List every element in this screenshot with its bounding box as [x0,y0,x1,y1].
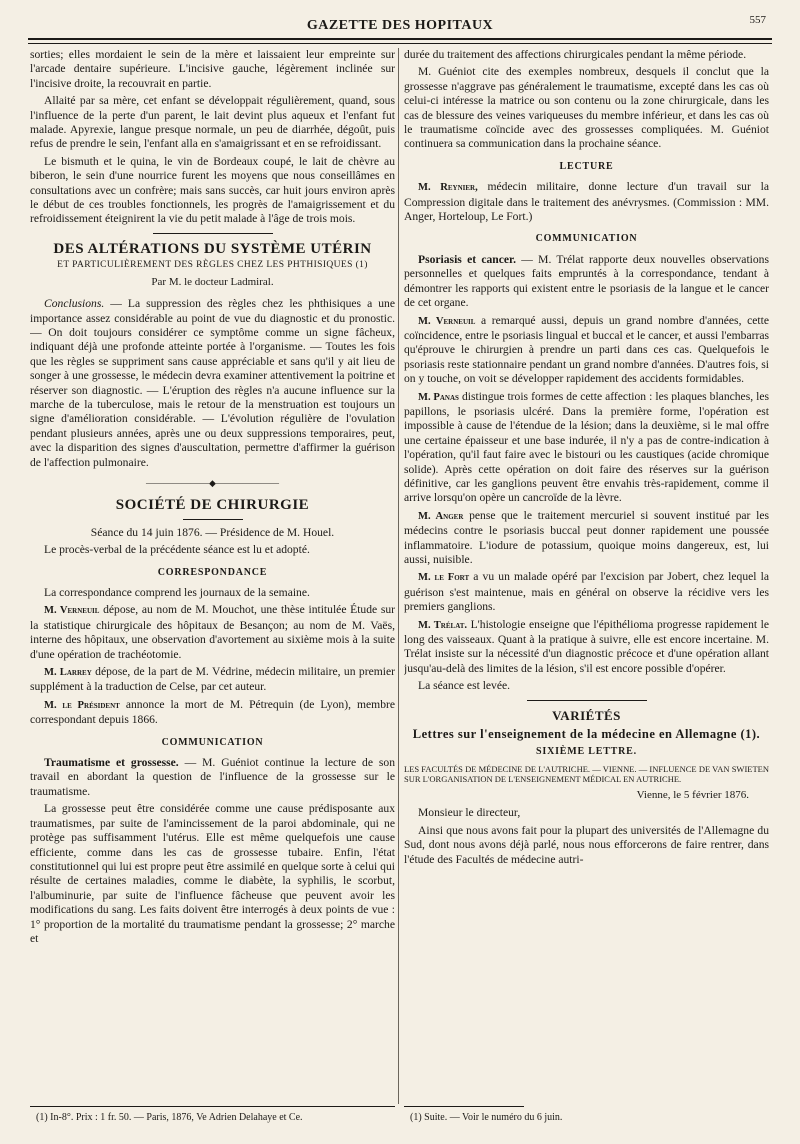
continued-paragraph: M. Guéniot cite des exemples nombreux, desquels il conclut que la grossesse n'aggrave pas généralement le traumatisme, excepté dans les cas où celui-ci intéresse la matrice ou son contenu ou la zone chirurgicale, dans les cas de blessure des veines variqueuses du membre inférieur, et dans les cas où le traumatisme coïncide avec des grossesses compliquées. M. Guéniot continuera sa communication dans la prochaine séance. [404,65,769,151]
speaker-name: M. Verneuil [418,315,476,327]
communication-paragraph: La grossesse peut être considérée comme une cause prédisposante aux traumatismes, par suite de l'amincissement de la paroi abdominale, qui ne protège pas suffisamment l'utérus. Elle est même quelquefois une cause efficiente, comme dans les cas de grossesse tubaire. Enfin, l'état constitutionnel qui lui est propre peut être assimilé en quelque sorte à celui qui résulte de certaines maladies, comme le diabète, la syphilis, le scorbut, l'albuminurie, par suite de l'influence fâcheuse que peuvent avoir les modifications du sang. Les faits doivent être interrogés à deux points de vue : 1° proportion de la mortalité du traumatisme pendant la grossesse; 2° marche et [30,802,395,945]
communication-heading: COMMUNICATION [535,233,638,245]
letter-paragraph: Ainsi que nous avons fait pour la plupart des universités de l'Allemagne du Sud, dont nous avons déjà parlé, nous nous efforcerons de faire rentrer, dans l'étude des Facultés de médecine autri- [404,823,769,866]
continued-paragraph: durée du traitement des affections chirurgicales pendant la même période. [404,48,747,61]
speaker-name: M. Reynier, [418,182,478,194]
correspondence-paragraph: La correspondance comprend les journaux de la semaine. [44,586,310,599]
letters-title: Lettres sur l'enseignement de la médecine en Allemagne (1). [412,727,761,742]
letter-number: SIXIÈME LETTRE. [536,746,637,758]
communication-paragraph: Traumatisme et grossesse. — M. Guéniot continue la lecture de son travail en abordant la question de l'influence de la grossesse sur le traumatisme. [30,756,395,798]
speaker-name: M. Larrey [44,667,92,679]
footnote: (1) In-8°. Prix : 1 fr. 50. — Paris, 1876, Ve Adrien Delahaye et Ce. [36,1112,303,1123]
footnote: (1) Suite. — Voir le numéro du 6 juin. [410,1112,563,1123]
header-rule [28,38,772,44]
right-column [404,48,769,1114]
conclusions-label: Conclusions. [44,297,105,311]
dateline: Vienne, le 5 février 1876. [636,788,749,801]
correspondence-paragraph: M. Larrey dépose, de la part de M. Védrine, médecin militaire, un premier supplément à la traduction de Celse, par cet auteur. [30,665,395,694]
correspondence-heading: CORRESPONDANCE [157,566,268,578]
conclusions-text: — La suppression des règles chez les phthisiques a une importance assez considérable au point de vue du diagnostic et du pronostic. — On doit toujours considérer ce symptôme comme un signe fâcheux, indiquant déjà une profonde atteinte portée à l'organisme. — Toutes les fois que les règles se suppriment sans cause appréciable et sans qu'il y ait lieu de songer à une grossesse, le médecin devra examiner attentivement la poitrine et réserver son diagnostic. — L'éruption des règles n'a aucune influence sur la marche de la tuberculose, mais le retour de la menstruation est toujours un signe d'amélioration considérable. — L'évolution régulière de l'ovulation pendant plusieurs années, après une ou deux suppressions temporaires, peut, avec la disparition des signes d'auscultation, permettre d'affirmer la guérison de l'affection pulmonaire. [30,297,395,469]
speaker-name: M. Verneuil [44,605,100,617]
minutes-line: Le procès-verbal de la précédente séance est lu et adopté. [44,543,310,557]
psoriasis-paragraph: M. le Fort a vu un malade opéré par l'excision par Jobert, chez lequel la guérison s'est maintenue, mais en général on observe la récidive vers les premiers ganglions. [404,570,769,614]
correspondence-paragraph: M. Verneuil dépose, au nom de M. Mouchot, une thèse intitulée Étude sur la statistique chirurgicale des hôpitaux de Besançon; au nom de M. Vaës, interne des hôpitaux, une observation d'avortement au sixième mois à la suite d'une opération de trachéotomie. [30,603,395,661]
salutation: Monsieur le directeur, [418,806,521,820]
conclusions-paragraph [30,297,395,470]
lecture-heading: LECTURE [559,160,614,172]
footnote-rule [404,1106,524,1107]
article-byline: Par M. le docteur Ladmiral. [151,275,274,288]
letter-summary: LES FACULTÉS DE MÉDECINE DE L'AUTRICHE. — VIENNE. — INFLUENCE DE VAN SWIETEN SUR L'ORGANISATION DE L'ENSEIGNEMENT MÉDICAL EN AUTRICHE. [404,763,769,784]
speaker-name: M. Trélat. [418,619,468,631]
speaker-name: M. Panas [418,391,459,403]
section-divider [153,233,273,234]
intro-paragraph: sorties; elles mordaient le sein de la mère et laissaient leur empreinte sur l'arcade dentaire supérieure. L'incisive gauche, légèrement inclinée sur l'incisive droite, la recouvrait en partie. [30,48,395,90]
article-title: DES ALTÉRATIONS DU SYSTÈME UTÉRIN [53,240,372,257]
speaker-name: M. le Président [44,699,120,711]
column-divider [398,48,399,1104]
psoriasis-paragraph: M. Anger pense que le traitement mercuriel si souvent institué par les médecins contre le psoriasis buccal peut donner rapidement une poussée inflammatoire. L'iodure de potassium, quoique moins dangereux, est, lui aussi, nuisible. [404,508,769,566]
communication-heading: COMMUNICATION [161,736,264,748]
page-number: 557 [749,14,766,26]
section-divider [527,700,647,701]
speaker-name: M. Anger [418,510,464,522]
ornament-divider: ———————◆——————— [146,477,279,488]
article-subtitle: ET PARTICULIÈREMENT DES RÈGLES CHEZ LES PHTHISIQUES (1) [57,260,368,271]
varietes-heading: VARIÉTÉS [552,707,621,723]
intro-paragraph: Allaité par sa mère, cet enfant se développait régulièrement, quand, sous l'influence de la perte d'un parent, le lait devint plus aqueux et l'enfant fut malade. Apyrexie, langue presque normale, un peu de diarrhée, dégoût, puis refus de prendre le sein, l'enfant alla en s'amaigrissant et en se refroidissant. [30,94,395,151]
communication-title: Traumatisme et grossesse. [44,756,179,770]
left-column [30,48,395,1114]
psoriasis-paragraph: M. Verneuil a remarqué aussi, depuis un grand nombre d'années, cette coïncidence, entre le psoriasis lingual et buccal et le cancer, et aussi l'embarras qu'éprouve le chirurgien à prendre un parti dans ces cas. Quelquefois le psoriasis reste stationnaire pendant un grand nombre d'années. D'autres fois, si on y touche, on voit se développer rapidement des accidents formidables. [404,313,769,386]
page-header [28,10,772,38]
lecture-paragraph: M. Reynier, médecin militaire, donne lecture d'un travail sur la Compression digitale dans le traitement des anévrysmes. (Commission : MM. Anger, Horteloup, Le Fort.) [404,180,769,224]
psoriasis-paragraph: M. Trélat. L'histologie enseigne que l'épithélioma progresse rapidement le long des vaisseaux. Quant à la pratique à suivre, elle est encore incertaine. M. Trélat insiste sur la nécessité d'un diagnostic précoce et d'une opération allant jusqu'au-delà des limites de la lésion, s'il est encore possible d'opérer. [404,617,769,675]
session-line: Séance du 14 juin 1876. — Présidence de M. Houel. [90,525,335,539]
correspondence-paragraph: M. le Président annonce la mort de M. Pétrequin (de Lyon), membre correspondant depuis 1866. [30,697,395,727]
footnote-rule [30,1106,395,1107]
intro-paragraph: Le bismuth et le quina, le vin de Bordeaux coupé, le lait de chèvre au biberon, le sein d'une nourrice furent les moyens que nous conseillâmes en consultations avec un confrère; mais sans succès, car huit jours environ après le début de ces troubles fonctionnels, les progrès de l'amaigrissement et du refroidissement éteignirent la vie du petit malade à l'âge de trois mois. [30,154,395,226]
speaker-name: M. le Fort [418,572,470,584]
communication-title: Psoriasis et cancer. [418,252,517,266]
journal-title: GAZETTE DES HOPITAUX [306,18,494,33]
section-divider [183,519,243,520]
society-title: SOCIÉTÉ DE CHIRURGIE [115,497,310,514]
psoriasis-paragraph: M. Panas distingue trois formes de cette affection : les plaques blanches, les papillons, le psoriasis ulcéré. Dans la première forme, l'opération est impossible à cause de l'étendue de la lésion; dans la deuxième, si le mal offre une certaine épaisseur et une base indurée, il n'y a pas de contre-indication à l'opération, qu'il faut faire avec le bistouri ou les caustiques (acide chromique solide). Après cette opération on doit faire des réserves sur la guérison définitive, car les ganglions peuvent être envahis très-rapidement, comme il arrive lorsqu'on opère un cancroïde de la lèvre. [404,389,769,505]
adjourn-line: La séance est levée. [418,679,511,693]
psoriasis-paragraph: Psoriasis et cancer. — M. Trélat rapporte deux nouvelles observations personnelles et quelques faits empruntés à la correspondance, tendant à démontrer les rapports qui existent entre le psoriasis de la langue et le cancer de cet organe. [404,252,769,310]
